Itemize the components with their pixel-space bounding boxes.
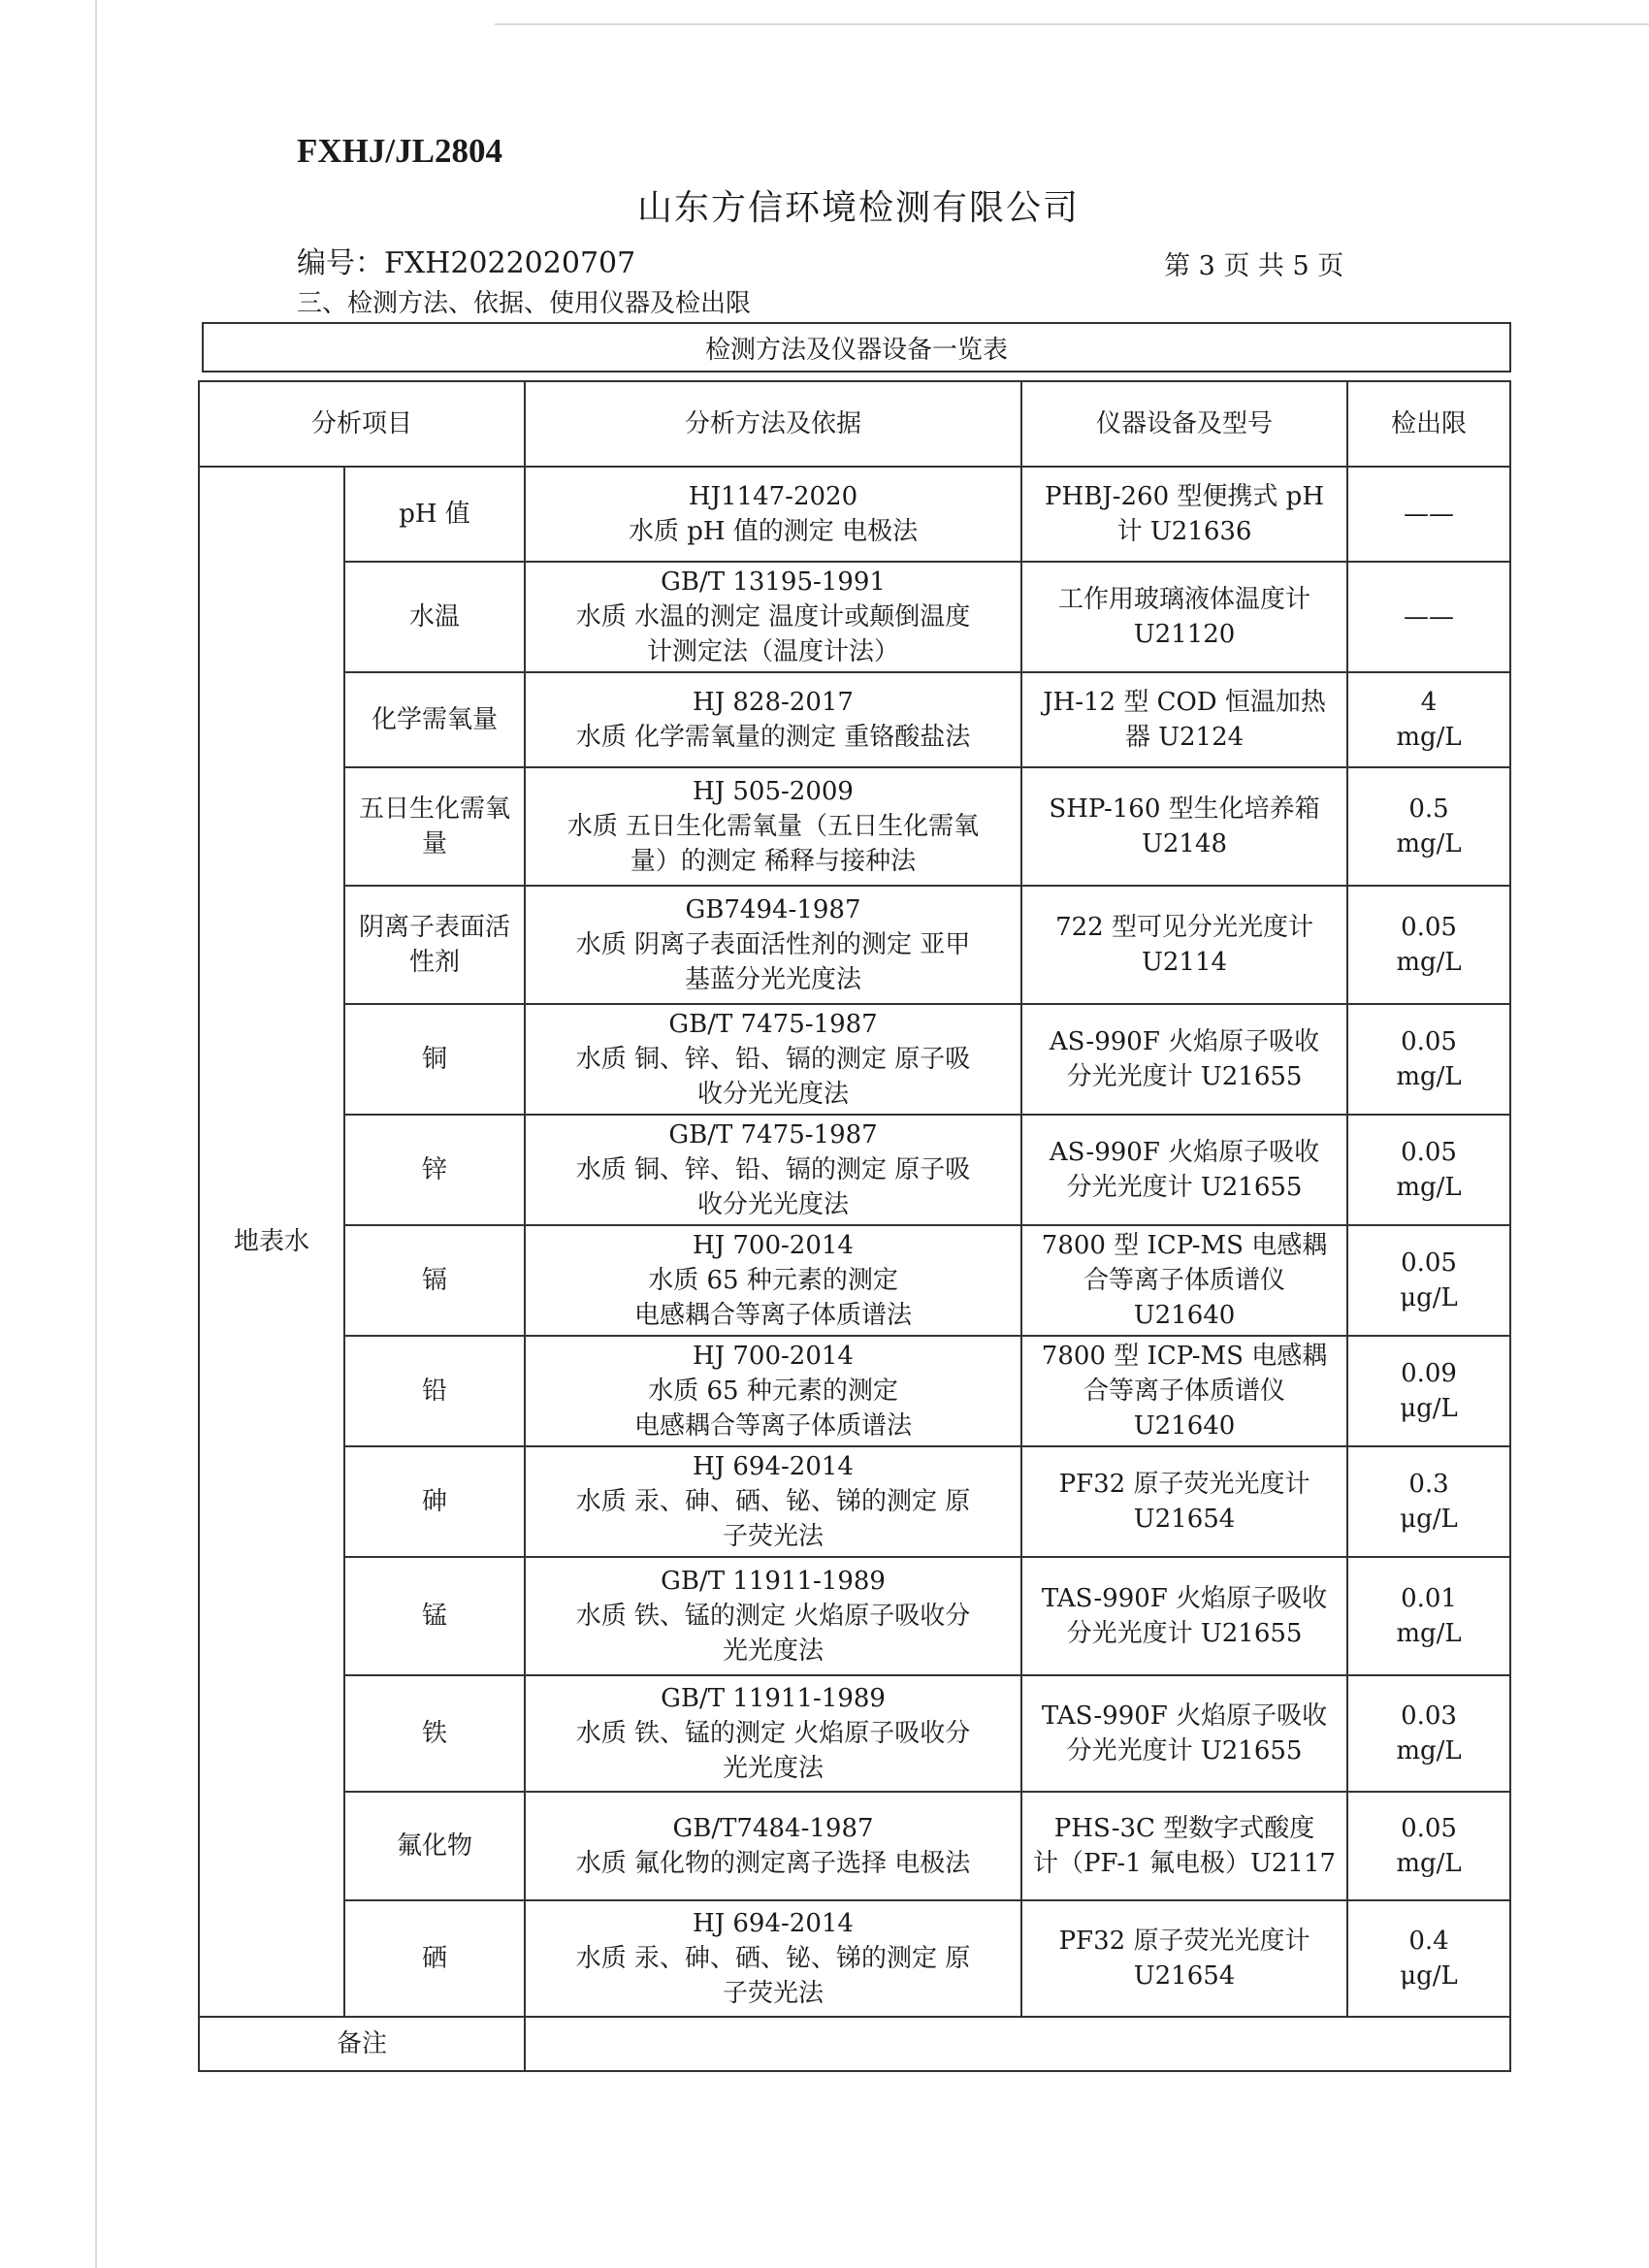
- limit-line: mg/L: [1396, 723, 1462, 752]
- method-cell: [525, 1004, 1021, 1115]
- method-cell: [525, 1675, 1021, 1792]
- method-cell: [525, 467, 1021, 562]
- limit-cell: [1347, 767, 1510, 886]
- method-line: 水质 铜、锌、铅、镉的测定 原子吸: [575, 1045, 971, 1074]
- limit-line: 0.05: [1401, 1138, 1457, 1167]
- instrument-cell: [1021, 1115, 1347, 1225]
- limit-cell: [1347, 1115, 1510, 1225]
- limit-line: 0.05: [1401, 1027, 1457, 1056]
- methods-table: [198, 380, 1511, 2072]
- instrument-line: U21640: [1133, 1301, 1236, 1330]
- limit-cell: [1347, 562, 1510, 672]
- method-line: GB7494-1987: [685, 895, 861, 924]
- limit-line: mg/L: [1396, 1619, 1462, 1648]
- method-line: 水质 65 种元素的测定: [648, 1266, 898, 1295]
- method-line: 子荧光法: [723, 1522, 824, 1551]
- limit-line: μg/L: [1400, 1961, 1458, 1991]
- category-cell: 地表水: [199, 467, 344, 2017]
- instrument-line: U21120: [1133, 620, 1236, 649]
- instrument-line: U2148: [1141, 829, 1228, 859]
- instrument-cell: [1021, 1900, 1347, 2017]
- analysis-item-cell: 铁: [344, 1675, 525, 1792]
- table-row: [199, 1446, 1510, 1557]
- method-cell: [525, 1900, 1021, 2017]
- analysis-item-cell: 镉: [344, 1225, 525, 1336]
- instrument-cell: [1021, 1792, 1347, 1900]
- limit-line: 0.3: [1408, 1470, 1449, 1499]
- table-row: [199, 1225, 1510, 1336]
- limit-line: μg/L: [1400, 1283, 1458, 1312]
- method-line: GB/T 7475-1987: [668, 1120, 878, 1150]
- instrument-line: 合等离子体质谱仪: [1083, 1377, 1286, 1406]
- method-line: 水质 铁、锰的测定 火焰原子吸收分: [575, 1719, 971, 1748]
- analysis-item-cell: pH 值: [344, 467, 525, 562]
- limit-line: 0.05: [1401, 913, 1457, 942]
- scan-left-edge: [95, 0, 97, 2268]
- limit-line: mg/L: [1396, 1173, 1462, 1202]
- method-cell: [525, 886, 1021, 1004]
- table-row: [199, 1004, 1510, 1115]
- instrument-cell: [1021, 1557, 1347, 1675]
- limit-cell: [1347, 1675, 1510, 1792]
- document-code: FXHJ/JL2804: [297, 132, 502, 170]
- method-line: 水质 氟化物的测定离子选择 电极法: [575, 1849, 971, 1878]
- limit-line: mg/L: [1396, 1062, 1462, 1091]
- method-cell: [525, 672, 1021, 767]
- table-row: [199, 767, 1510, 886]
- limit-cell: [1347, 1004, 1510, 1115]
- method-line: GB/T 13195-1991: [661, 567, 886, 597]
- instrument-line: JH-12 型 COD 恒温加热: [1043, 688, 1326, 717]
- table-body: [199, 467, 1510, 2017]
- limit-cell: [1347, 1225, 1510, 1336]
- analysis-item-cell: 阴离子表面活性剂: [344, 886, 525, 1004]
- instrument-line: 合等离子体质谱仪: [1083, 1266, 1286, 1295]
- report-number: 编号：FXH2022020707: [297, 246, 636, 280]
- method-line: 量）的测定 稀释与接种法: [630, 847, 917, 876]
- instrument-cell: [1021, 886, 1347, 1004]
- limit-cell: [1347, 467, 1510, 562]
- method-cell: [525, 1446, 1021, 1557]
- method-line: HJ 700-2014: [693, 1342, 854, 1371]
- limit-line: 0.05: [1401, 1814, 1457, 1843]
- header-detection-limit: 检出限: [1347, 381, 1510, 467]
- method-line: 水质 汞、砷、硒、铋、锑的测定 原: [575, 1487, 971, 1516]
- method-line: 水质 化学需氧量的测定 重铬酸盐法: [575, 723, 971, 752]
- instrument-line: 7800 型 ICP-MS 电感耦: [1041, 1231, 1328, 1260]
- limit-line: ——: [1404, 602, 1455, 632]
- instrument-line: TAS-990F 火焰原子吸收: [1041, 1701, 1328, 1731]
- limit-cell: [1347, 886, 1510, 1004]
- table-row: [199, 1792, 1510, 1900]
- limit-line: 0.4: [1408, 1927, 1449, 1956]
- instrument-cell: [1021, 1675, 1347, 1792]
- analysis-item-cell: 锰: [344, 1557, 525, 1675]
- analysis-item-cell: 化学需氧量: [344, 672, 525, 767]
- analysis-item-cell: 五日生化需氧量: [344, 767, 525, 886]
- analysis-item-cell: 硒: [344, 1900, 525, 2017]
- instrument-line: U2114: [1141, 948, 1228, 977]
- method-line: HJ 828-2017: [693, 688, 854, 717]
- instrument-cell: [1021, 467, 1347, 562]
- method-line: GB/T 11911-1989: [661, 1567, 886, 1596]
- instrument-line: AS-990F 火焰原子吸收: [1049, 1138, 1320, 1167]
- instrument-line: 分光光度计 U21655: [1066, 1736, 1303, 1766]
- method-line: HJ 694-2014: [693, 1452, 854, 1481]
- method-line: GB/T7484-1987: [672, 1814, 874, 1843]
- limit-cell: [1347, 1336, 1510, 1446]
- instrument-cell: [1021, 767, 1347, 886]
- table-row: [199, 1557, 1510, 1675]
- header-instrument: 仪器设备及型号: [1021, 381, 1347, 467]
- instrument-cell: [1021, 672, 1347, 767]
- instrument-line: 7800 型 ICP-MS 电感耦: [1041, 1342, 1328, 1371]
- note-value: [525, 2017, 1510, 2071]
- instrument-line: U21640: [1133, 1411, 1236, 1441]
- method-line: 水质 65 种元素的测定: [648, 1377, 898, 1406]
- method-line: 收分光光度法: [697, 1190, 850, 1219]
- method-line: HJ 700-2014: [693, 1231, 854, 1260]
- table-row: [199, 886, 1510, 1004]
- instrument-line: PHS-3C 型数字式酸度: [1053, 1814, 1315, 1843]
- instrument-cell: [1021, 1336, 1347, 1446]
- limit-line: 0.03: [1401, 1701, 1457, 1731]
- instrument-line: U21654: [1133, 1961, 1236, 1991]
- table-row: [199, 1675, 1510, 1792]
- limit-line: ——: [1404, 500, 1455, 529]
- method-line: 光光度法: [723, 1754, 824, 1783]
- note-row: [199, 2017, 1510, 2071]
- table-title: 检测方法及仪器设备一览表: [202, 322, 1511, 373]
- limit-cell: [1347, 672, 1510, 767]
- limit-line: 0.01: [1401, 1584, 1457, 1613]
- method-line: GB/T 7475-1987: [668, 1010, 878, 1039]
- method-line: GB/T 11911-1989: [661, 1684, 886, 1713]
- method-line: 水质 五日生化需氧量（五日生化需氧: [566, 812, 980, 841]
- table-row: [199, 562, 1510, 672]
- instrument-line: 工作用玻璃液体温度计: [1058, 585, 1311, 614]
- table-row: [199, 672, 1510, 767]
- note-label: 备注: [199, 2017, 525, 2071]
- analysis-item-cell: 砷: [344, 1446, 525, 1557]
- table-header-row: [199, 381, 1510, 467]
- instrument-cell: [1021, 1225, 1347, 1336]
- limit-line: 0.5: [1408, 794, 1449, 824]
- instrument-line: 器 U2124: [1124, 723, 1245, 752]
- limit-cell: [1347, 1792, 1510, 1900]
- method-line: HJ 694-2014: [693, 1909, 854, 1938]
- method-line: HJ 505-2009: [693, 777, 854, 806]
- table-row: [199, 1900, 1510, 2017]
- analysis-item-cell: 水温: [344, 562, 525, 672]
- instrument-line: TAS-990F 火焰原子吸收: [1041, 1584, 1328, 1613]
- limit-cell: [1347, 1900, 1510, 2017]
- instrument-line: PF32 原子荧光光度计: [1058, 1927, 1310, 1956]
- instrument-line: PF32 原子荧光光度计: [1058, 1470, 1310, 1499]
- limit-cell: [1347, 1557, 1510, 1675]
- analysis-item-cell: 铅: [344, 1336, 525, 1446]
- analysis-item-cell: 锌: [344, 1115, 525, 1225]
- instrument-line: 分光光度计 U21655: [1066, 1619, 1303, 1648]
- method-line: 水质 水温的测定 温度计或颠倒温度: [575, 602, 971, 632]
- instrument-line: PHBJ-260 型便携式 pH: [1045, 482, 1324, 511]
- instrument-line: 计 U21636: [1116, 517, 1252, 546]
- method-line: 水质 阴离子表面活性剂的测定 亚甲: [575, 930, 971, 959]
- method-line: 光光度法: [723, 1636, 824, 1666]
- limit-line: 4: [1420, 688, 1438, 717]
- method-cell: [525, 1336, 1021, 1446]
- limit-line: μg/L: [1400, 1394, 1458, 1423]
- limit-cell: [1347, 1446, 1510, 1557]
- method-cell: [525, 562, 1021, 672]
- table-row: [199, 467, 1510, 562]
- table-row: [199, 1115, 1510, 1225]
- method-cell: [525, 767, 1021, 886]
- limit-line: mg/L: [1396, 1736, 1462, 1766]
- instrument-line: 计（PF-1 氟电极）U2117: [1032, 1849, 1337, 1878]
- instrument-line: AS-990F 火焰原子吸收: [1049, 1027, 1320, 1056]
- limit-line: 0.05: [1401, 1248, 1457, 1278]
- method-line: 基蓝分光光度法: [685, 965, 862, 994]
- method-line: HJ1147-2020: [688, 482, 858, 511]
- limit-line: mg/L: [1396, 829, 1462, 859]
- method-cell: [525, 1115, 1021, 1225]
- page-indicator: 第 3 页 共 5 页: [1164, 251, 1344, 281]
- analysis-item-cell: 铜: [344, 1004, 525, 1115]
- instrument-line: 722 型可见分光光度计: [1055, 913, 1313, 942]
- limit-line: 0.09: [1401, 1359, 1457, 1388]
- instrument-line: SHP-160 型生化培养箱: [1049, 794, 1320, 824]
- instrument-line: 分光光度计 U21655: [1066, 1062, 1303, 1091]
- scan-top-edge: [495, 23, 1649, 25]
- instrument-cell: [1021, 562, 1347, 672]
- method-cell: [525, 1792, 1021, 1900]
- instrument-cell: [1021, 1446, 1347, 1557]
- method-cell: [525, 1557, 1021, 1675]
- method-line: 水质 汞、砷、硒、铋、锑的测定 原: [575, 1944, 971, 1973]
- limit-line: μg/L: [1400, 1505, 1458, 1534]
- table-row: [199, 1336, 1510, 1446]
- method-line: 水质 铁、锰的测定 火焰原子吸收分: [575, 1602, 971, 1631]
- instrument-line: U21654: [1133, 1505, 1236, 1534]
- method-line: 计测定法（温度计法）: [647, 637, 900, 666]
- method-line: 水质 铜、锌、铅、镉的测定 原子吸: [575, 1155, 971, 1184]
- header-analysis-item: 分析项目: [199, 381, 525, 467]
- method-line: 子荧光法: [723, 1979, 824, 2008]
- method-line: 收分光光度法: [697, 1080, 850, 1109]
- limit-line: mg/L: [1396, 1849, 1462, 1878]
- company-name: 山东方信环境检测有限公司: [636, 188, 1080, 228]
- analysis-item-cell: 氟化物: [344, 1792, 525, 1900]
- section-title: 三、检测方法、依据、使用仪器及检出限: [297, 289, 752, 318]
- method-cell: [525, 1225, 1021, 1336]
- header-method: 分析方法及依据: [525, 381, 1021, 467]
- limit-line: mg/L: [1396, 948, 1462, 977]
- method-line: 水质 pH 值的测定 电极法: [628, 517, 919, 546]
- method-line: 电感耦合等离子体质谱法: [634, 1411, 913, 1441]
- method-line: 电感耦合等离子体质谱法: [634, 1301, 913, 1330]
- instrument-line: 分光光度计 U21655: [1066, 1173, 1303, 1202]
- instrument-cell: [1021, 1004, 1347, 1115]
